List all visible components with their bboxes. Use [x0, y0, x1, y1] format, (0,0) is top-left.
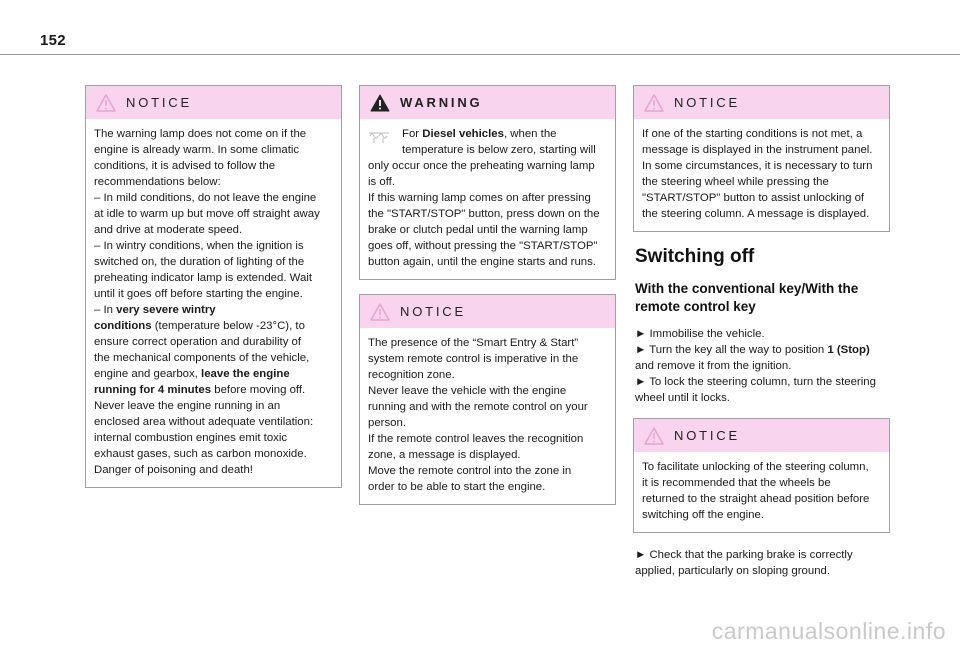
text-line: running and with the remote control on your — [368, 401, 588, 413]
text-line: the mechanical components of the vehicle, — [94, 352, 310, 364]
text-line: If one of the starting conditions is not met, a — [642, 128, 863, 140]
text-line: wheel until it locks. — [635, 392, 730, 404]
text-line — [94, 302, 335, 318]
parking-brake-step — [635, 547, 890, 579]
notice-box-preheating — [85, 85, 342, 488]
notice-header — [634, 86, 889, 119]
text-line — [94, 366, 335, 382]
text-line: the "START/STOP" button, press down on the — [368, 208, 600, 220]
text-line: and remove it from the ignition. — [635, 360, 792, 372]
text-line: it is recommended that the wheels be — [642, 477, 831, 489]
notice-box-steering-lock — [633, 418, 890, 533]
text-line: the steering column. A message is displayed. — [642, 208, 870, 220]
text-line: Never leave the vehicle with the engine — [368, 385, 567, 397]
text-line: recognition zone. — [368, 369, 455, 381]
column-1 — [85, 85, 342, 502]
notice-box-smart-entry — [359, 294, 616, 505]
text-line: and drive at moderate speed. — [94, 224, 243, 236]
column-2 — [359, 85, 616, 519]
text-line: exhaust gases, such as carbon monoxide. — [94, 448, 307, 460]
text-line: ensure correct operation and durability of — [94, 336, 302, 348]
bold-text: very severe wintry — [116, 304, 216, 316]
text-line: brake or clutch pedal until the warning lamp — [368, 224, 588, 236]
text-line: only occur once the preheating warning lamp — [368, 160, 595, 172]
notice-box-starting-conditions — [633, 85, 890, 232]
text-line: temperature is below zero, starting will — [402, 144, 596, 156]
text-line: recommendations below: — [94, 176, 221, 188]
text-line: enclosed area without adequate ventilation: — [94, 416, 314, 428]
warning-box-diesel — [359, 85, 616, 280]
text-span: For — [402, 128, 423, 140]
caution-triangle-icon — [96, 94, 116, 112]
text-line: – In mild conditions, do not leave the engine — [94, 192, 317, 204]
bold-text: conditions — [94, 320, 152, 332]
notice-header — [360, 295, 615, 328]
notice-body — [634, 119, 889, 231]
warning-header — [360, 86, 615, 119]
page-number: 152 — [40, 32, 66, 49]
bold-text: 1 (Stop) — [827, 344, 870, 356]
text-line: is off. — [368, 176, 396, 188]
text-span: engine and gearbox, — [94, 368, 202, 380]
text-span: , when the — [503, 128, 557, 140]
text-line: button again, until the engine starts and runs. — [368, 256, 596, 268]
text-span: remote control key — [635, 299, 756, 314]
notice-header — [634, 419, 889, 452]
text-line — [368, 126, 609, 142]
text-line: returned to the straight ahead position before — [642, 493, 870, 505]
text-line — [94, 382, 335, 398]
caution-triangle-icon — [644, 94, 664, 112]
text-line: until it goes off before starting the engine. — [94, 288, 303, 300]
text-line: If the remote control leaves the recognition — [368, 433, 584, 445]
notice-title: NOTICE — [674, 428, 740, 443]
text-line: If this warning lamp comes on after pressing — [368, 192, 591, 204]
notice-body — [360, 328, 615, 504]
text-line: switching off the engine. — [642, 509, 765, 521]
caution-triangle-icon — [644, 427, 664, 445]
text-line: The warning lamp does not come on if the — [94, 128, 307, 140]
text-line: the steering wheel while pressing the — [642, 176, 829, 188]
warning-title: WARNING — [400, 95, 483, 110]
warning-body — [360, 119, 615, 279]
text-line: Never leave the engine running in an — [94, 400, 281, 412]
text-line: switched on, the duration of lighting of the — [94, 256, 305, 268]
text-line: order to be able to start the engine. — [368, 481, 546, 493]
text-line: – In wintry conditions, when the ignition is — [94, 240, 304, 252]
notice-body — [634, 452, 889, 532]
text-line: internal combustion engines emit toxic — [94, 432, 288, 444]
step-item: ► Immobilise the vehicle. — [635, 328, 765, 340]
notice-title: NOTICE — [400, 304, 466, 319]
header-divider — [0, 54, 960, 55]
bold-text: leave the engine — [201, 368, 290, 380]
text-span: – In — [94, 304, 117, 316]
notice-header — [86, 86, 341, 119]
text-line: engine is already warm. In some climatic — [94, 144, 300, 156]
text-span: (temperature below -23°C), to — [151, 320, 305, 332]
step-item — [635, 342, 890, 358]
text-line: In some circumstances, it is necessary to turn — [642, 160, 873, 172]
text-span: With the conventional key/With the — [635, 281, 859, 296]
notice-body — [86, 119, 341, 487]
subsection-heading — [635, 280, 890, 316]
notice-title: NOTICE — [674, 95, 740, 110]
text-line: "START/STOP" button to assist unlocking of — [642, 192, 865, 204]
text-span: before moving off. — [211, 384, 306, 396]
text-line: Danger of poisoning and death! — [94, 464, 253, 476]
warning-triangle-icon — [370, 94, 390, 112]
step-item: ► To lock the steering column, turn the steering — [635, 376, 876, 388]
text-line: at idle to warm up but move off straight away — [94, 208, 320, 220]
text-span: ► Turn the key all the way to position — [635, 344, 828, 356]
watermark: carmanualsonline.info — [711, 618, 946, 644]
bold-text: Diesel vehicles — [422, 128, 504, 140]
text-line: preheating indicator lamp is extended. Wait — [94, 272, 313, 284]
section-heading: Switching off — [635, 246, 755, 267]
text-line: person. — [368, 417, 406, 429]
bold-text: running for 4 minutes — [94, 384, 212, 396]
switching-off-steps — [635, 326, 890, 406]
text-line: message is displayed in the instrument panel. — [642, 144, 873, 156]
text-line — [94, 318, 335, 334]
text-line: To facilitate unlocking of the steering column, — [642, 461, 869, 473]
text-line: Move the remote control into the zone in — [368, 465, 572, 477]
text-line: conditions, it is advised to follow the — [94, 160, 276, 172]
notice-title: NOTICE — [126, 95, 192, 110]
caution-triangle-icon — [370, 303, 390, 321]
text-line: applied, particularly on sloping ground. — [635, 565, 831, 577]
text-line: goes off, without pressing the "START/STOP" — [368, 240, 598, 252]
text-line: system remote control is imperative in the — [368, 353, 579, 365]
step-item: ► Check that the parking brake is correctly — [635, 549, 853, 561]
column-3 — [633, 85, 890, 591]
text-line: zone, a message is displayed. — [368, 449, 521, 461]
text-line: The presence of the “Smart Entry & Start” — [368, 337, 579, 349]
preheating-glow-plug-icon — [366, 126, 392, 148]
